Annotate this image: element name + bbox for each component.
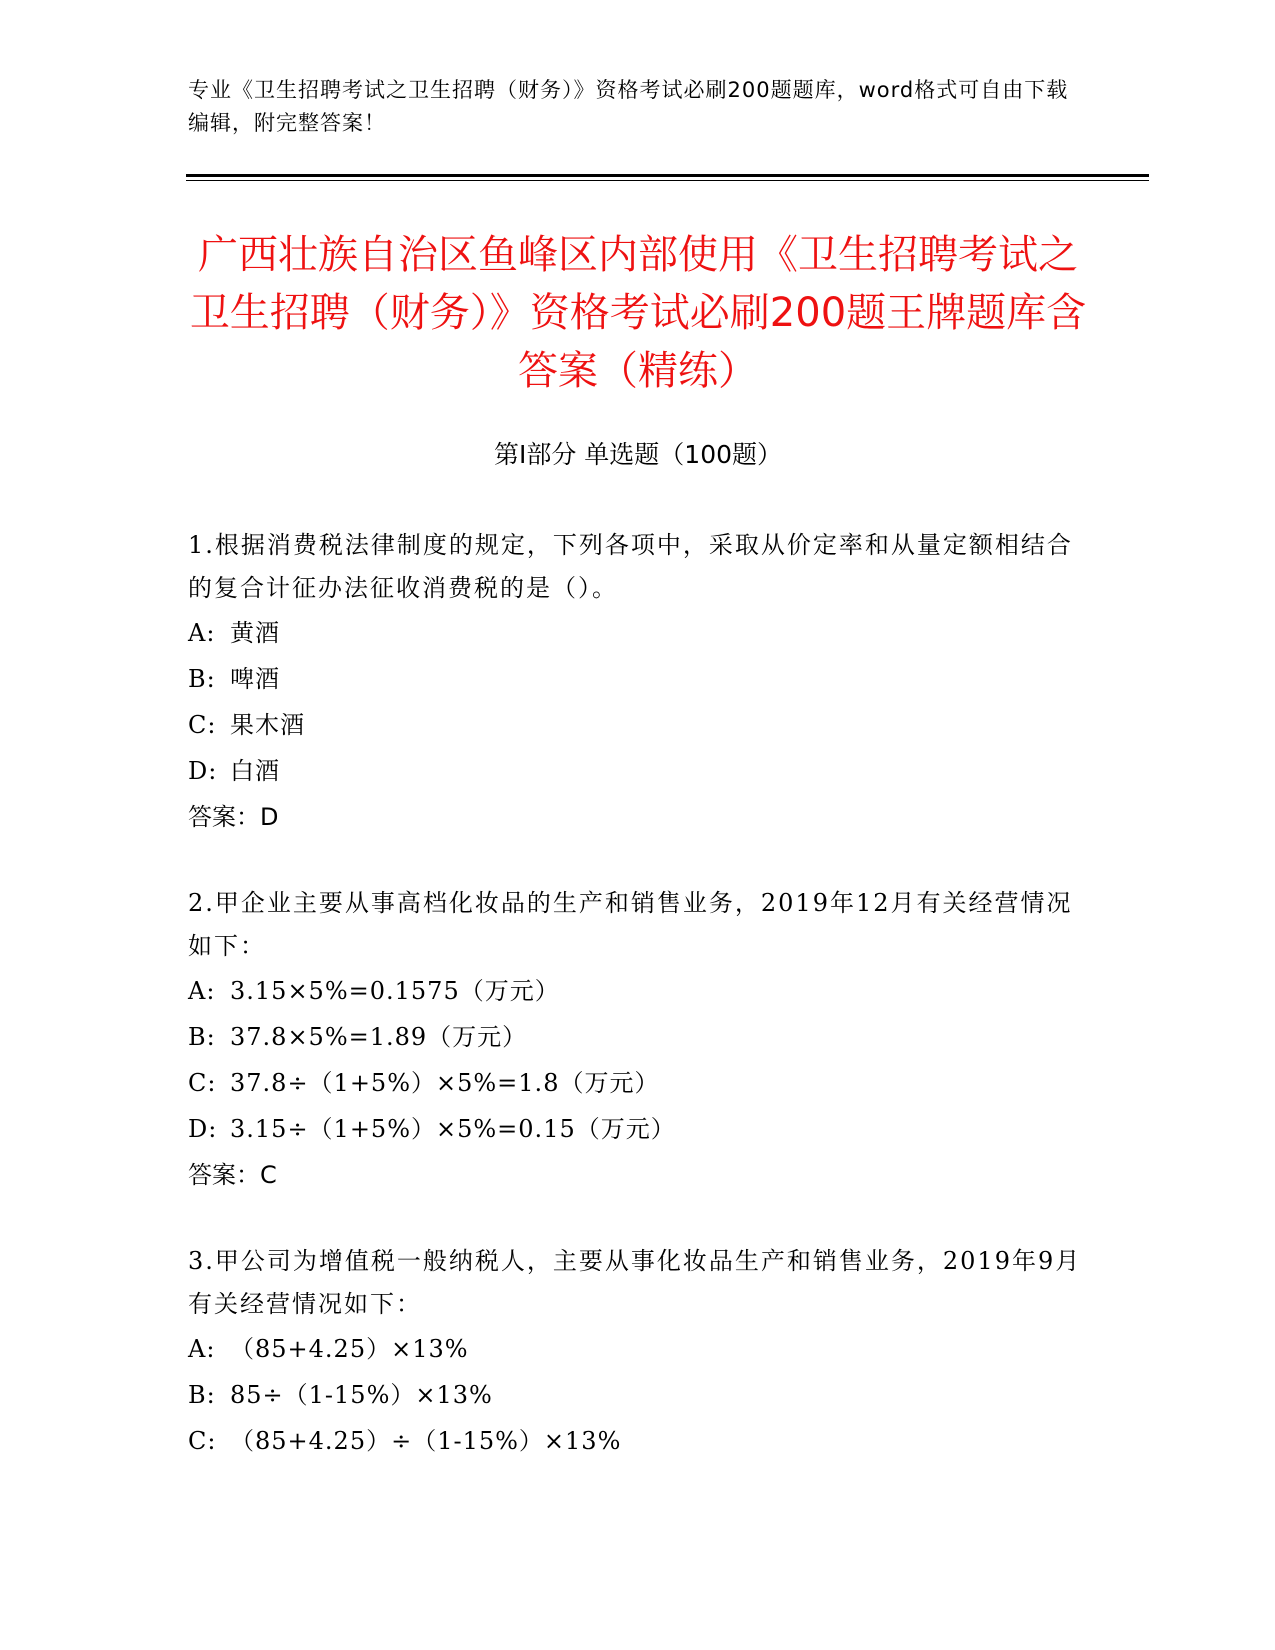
option-text: 37.8×5%=1.89（万元）	[230, 1023, 528, 1051]
option-text: （85+4.25）×13%	[230, 1335, 469, 1363]
header-divider-thin	[186, 180, 1149, 181]
option-key: C:	[188, 1427, 217, 1455]
option-text: 啤酒	[230, 665, 280, 693]
option-key: D:	[188, 1115, 218, 1143]
option-text: 白酒	[230, 757, 280, 785]
option-text: 3.15×5%=0.1575（万元）	[230, 977, 560, 1005]
option-key: C:	[188, 1069, 217, 1097]
option-key: D:	[188, 757, 218, 785]
option-key: B:	[188, 1381, 216, 1409]
option-key: C:	[188, 711, 217, 739]
option-text: 85÷（1-15%）×13%	[230, 1381, 493, 1409]
option-c	[188, 1418, 1088, 1464]
question-stem: 3.甲公司为增值税一般纳税人，主要从事化妆品生产和销售业务，2019年9月有关经营情况如下：	[188, 1247, 1082, 1318]
question-list	[188, 524, 1088, 1506]
option-text: （85+4.25）÷（1-15%）×13%	[230, 1427, 622, 1455]
option-b	[188, 1014, 1088, 1060]
question-1	[188, 524, 1088, 840]
option-key: A:	[188, 619, 216, 647]
question-answer: 答案：D	[188, 803, 279, 831]
option-d	[188, 748, 1088, 794]
question-stem: 1.根据消费税法律制度的规定，下列各项中，采取从价定率和从量定额相结合的复合计征办法征收消费税的是（）。	[188, 531, 1073, 602]
option-b	[188, 656, 1088, 702]
header-divider-thick	[186, 174, 1149, 177]
option-key: A:	[188, 977, 216, 1005]
option-text: 3.15÷（1+5%）×5%=0.15（万元）	[230, 1115, 676, 1143]
question-2	[188, 882, 1088, 1198]
section-title: 第I部分 单选题（100题）	[493, 440, 783, 469]
option-key: B:	[188, 665, 216, 693]
option-a	[188, 1326, 1088, 1372]
option-c	[188, 702, 1088, 748]
option-text: 37.8÷（1+5%）×5%=1.8（万元）	[230, 1069, 660, 1097]
question-answer: 答案：C	[188, 1161, 277, 1189]
option-a	[188, 610, 1088, 656]
option-key: B:	[188, 1023, 216, 1051]
option-a	[188, 968, 1088, 1014]
document-title: 广西壮族自治区鱼峰区内部使用《卫生招聘考试之卫生招聘（财务）》资格考试必刷200题王牌题库含答案（精练）	[189, 232, 1087, 394]
option-text: 果木酒	[230, 711, 305, 739]
option-b	[188, 1372, 1088, 1418]
option-d	[188, 1106, 1088, 1152]
option-key: A:	[188, 1335, 216, 1363]
option-text: 黄酒	[230, 619, 280, 647]
header-note: 专业《卫生招聘考试之卫生招聘（财务）》资格考试必刷200题题库，word格式可自由下载编辑，附完整答案！	[188, 78, 1069, 135]
question-stem: 2.甲企业主要从事高档化妆品的生产和销售业务，2019年12月有关经营情况如下：	[188, 889, 1073, 960]
option-c	[188, 1060, 1088, 1106]
question-3	[188, 1240, 1088, 1464]
